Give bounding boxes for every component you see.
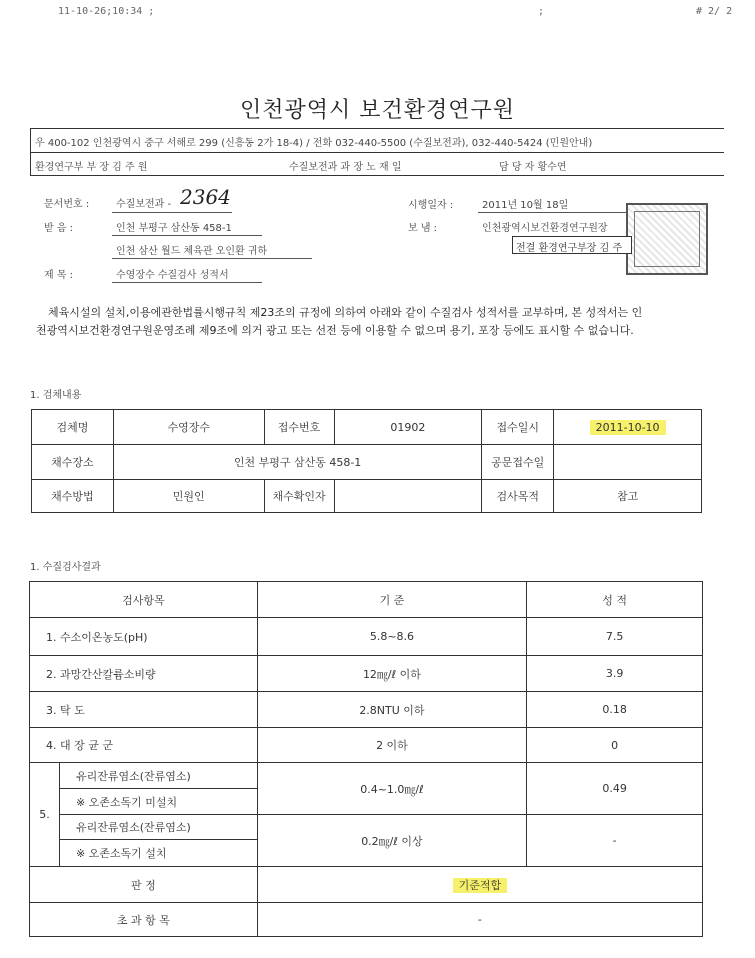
item-result: - xyxy=(527,815,703,867)
fax-separator: ; xyxy=(538,6,545,17)
doc-no-value: 수질보전과 - xyxy=(116,199,172,210)
item-note: ※ 오존소독기 설치 xyxy=(59,840,257,867)
subject-value: 수영장수 수질검사 성적서 xyxy=(116,270,229,281)
item-name: 유리잔류염소(잔류염소) xyxy=(59,815,257,840)
cell: 인천 부평구 삼산동 458-1 xyxy=(113,445,481,480)
item-name: 2. 과망간산칼륨소비량 xyxy=(30,656,258,692)
body-paragraph-line2: 천광역시보건환경연구원운영조례 제9조에 의거 광고 또는 선전 등에 이용할 수 없으며 용기, 포장 등에도 표시할 수 없습니다. xyxy=(36,324,634,337)
header-cell: 성 적 xyxy=(527,582,703,618)
body-paragraph-line1: 체육시설의 설치,이용에관한법률시행규칙 제23조의 규정에 의하여 아래와 같이 수질검사 성적서를 교부하며, 본 성적서는 인 xyxy=(48,306,643,319)
date-value: 2011년 10월 18일 xyxy=(482,200,569,211)
section1-heading: 1. 검체내용 xyxy=(30,390,82,401)
header-cell: 검사항목 xyxy=(30,582,258,618)
item-name: 4. 대 장 균 군 xyxy=(30,728,258,763)
item-standard: 12㎎/ℓ 이하 xyxy=(257,656,527,692)
section-head: 수질보전과 과 장 노 재 일 xyxy=(289,162,402,173)
letterhead-box xyxy=(30,128,724,176)
cell: 접수일시 xyxy=(482,410,554,445)
item-name: 3. 탁 도 xyxy=(30,692,258,728)
item-result: 0.49 xyxy=(527,763,703,815)
date-underline xyxy=(478,212,628,213)
sender-label: 보 냄 : xyxy=(408,223,438,234)
official-seal-stamp xyxy=(626,203,708,275)
cell: 민원인 xyxy=(113,480,264,513)
item-result: 3.9 xyxy=(527,656,703,692)
sender-box: 전결 환경연구부장 김 주 xyxy=(512,236,632,254)
cell xyxy=(334,480,482,513)
doc-no-handwritten: 2364 xyxy=(180,185,231,209)
cell: 채수방법 xyxy=(32,480,114,513)
item-standard: 2 이하 xyxy=(257,728,527,763)
cell: 검체명 xyxy=(32,410,114,445)
receipt-date-highlight: 2011-10-10 xyxy=(590,420,666,435)
cell: 접수번호 xyxy=(264,410,334,445)
table-row xyxy=(32,480,702,513)
table-row xyxy=(30,867,703,903)
cell xyxy=(554,445,702,480)
cell: 참고 xyxy=(554,480,702,513)
dept-head: 환경연구부 부 장 김 주 원 xyxy=(35,162,148,173)
item-result: 0.18 xyxy=(527,692,703,728)
recipient-line2-underline xyxy=(112,258,312,259)
recipient-value: 인천 부평구 삼산동 458-1 xyxy=(116,223,232,234)
item-name: 유리잔류염소(잔류염소) xyxy=(59,763,257,789)
recipient-label: 받 음 : xyxy=(44,223,74,234)
cell xyxy=(554,410,702,445)
seal-inner-border xyxy=(634,211,700,267)
sample-info-table xyxy=(31,409,702,513)
table-row xyxy=(30,903,703,937)
item5-number: 5. xyxy=(30,763,60,867)
item-name: 1. 수소이온농도(pH) xyxy=(30,618,258,656)
exceed-value: - xyxy=(257,903,702,937)
table-row xyxy=(30,763,703,789)
item-note: ※ 오존소독기 미설치 xyxy=(59,789,257,815)
item-standard: 2.8NTU 이하 xyxy=(257,692,527,728)
cell: 01902 xyxy=(334,410,482,445)
item-standard: 5.8~8.6 xyxy=(257,618,527,656)
table-row xyxy=(32,410,702,445)
table-row xyxy=(30,692,703,728)
subject-label: 제 목 : xyxy=(44,270,74,281)
header-cell: 기 준 xyxy=(257,582,527,618)
table-row xyxy=(30,618,703,656)
page-title: 인천광역시 보건환경연구원 xyxy=(239,98,516,123)
subject-underline xyxy=(112,282,262,283)
cell: 수영장수 xyxy=(113,410,264,445)
recipient-underline xyxy=(112,235,262,236)
table-row xyxy=(32,445,702,480)
judgement-label: 판 정 xyxy=(30,867,258,903)
table-row xyxy=(30,656,703,692)
cell: 검사목적 xyxy=(482,480,554,513)
address-line: 우 400-102 인천광역시 중구 서해로 299 (신흥동 2가 18-4) / 전화 032-440-5500 (수질보전과), 032-440-5424 (민원안내) xyxy=(35,138,593,149)
item-result: 7.5 xyxy=(527,618,703,656)
doc-no-label: 문서번호 : xyxy=(44,199,90,210)
date-label: 시행일자 : xyxy=(408,200,454,211)
item-result: 0 xyxy=(527,728,703,763)
table-row xyxy=(30,815,703,840)
person-in-charge: 담 당 자 황수연 xyxy=(499,162,567,173)
divider xyxy=(31,152,724,153)
recipient-line2: 인천 삼산 월드 체육관 오인환 귀하 xyxy=(116,246,268,257)
table-row xyxy=(30,728,703,763)
fax-page-number: # 2/ 2 xyxy=(696,6,733,17)
doc-no-underline xyxy=(112,212,232,213)
cell: 공문접수일 xyxy=(482,445,554,480)
sender-value: 인천광역시보건환경연구원장 xyxy=(482,223,608,234)
cell: 채수확인자 xyxy=(264,480,334,513)
fax-timestamp: 11-10-26;10:34 ; xyxy=(58,6,155,17)
cell: 채수장소 xyxy=(32,445,114,480)
exceed-label: 초 과 항 목 xyxy=(30,903,258,937)
item-standard: 0.4~1.0㎎/ℓ xyxy=(257,763,527,815)
test-results-table xyxy=(29,581,703,937)
table-header-row xyxy=(30,582,703,618)
item-standard: 0.2㎎/ℓ 이상 xyxy=(257,815,527,867)
judgement-value: 기준적합 xyxy=(453,878,508,893)
section2-heading: 1. 수질검사결과 xyxy=(30,562,101,573)
judgement-cell xyxy=(257,867,702,903)
